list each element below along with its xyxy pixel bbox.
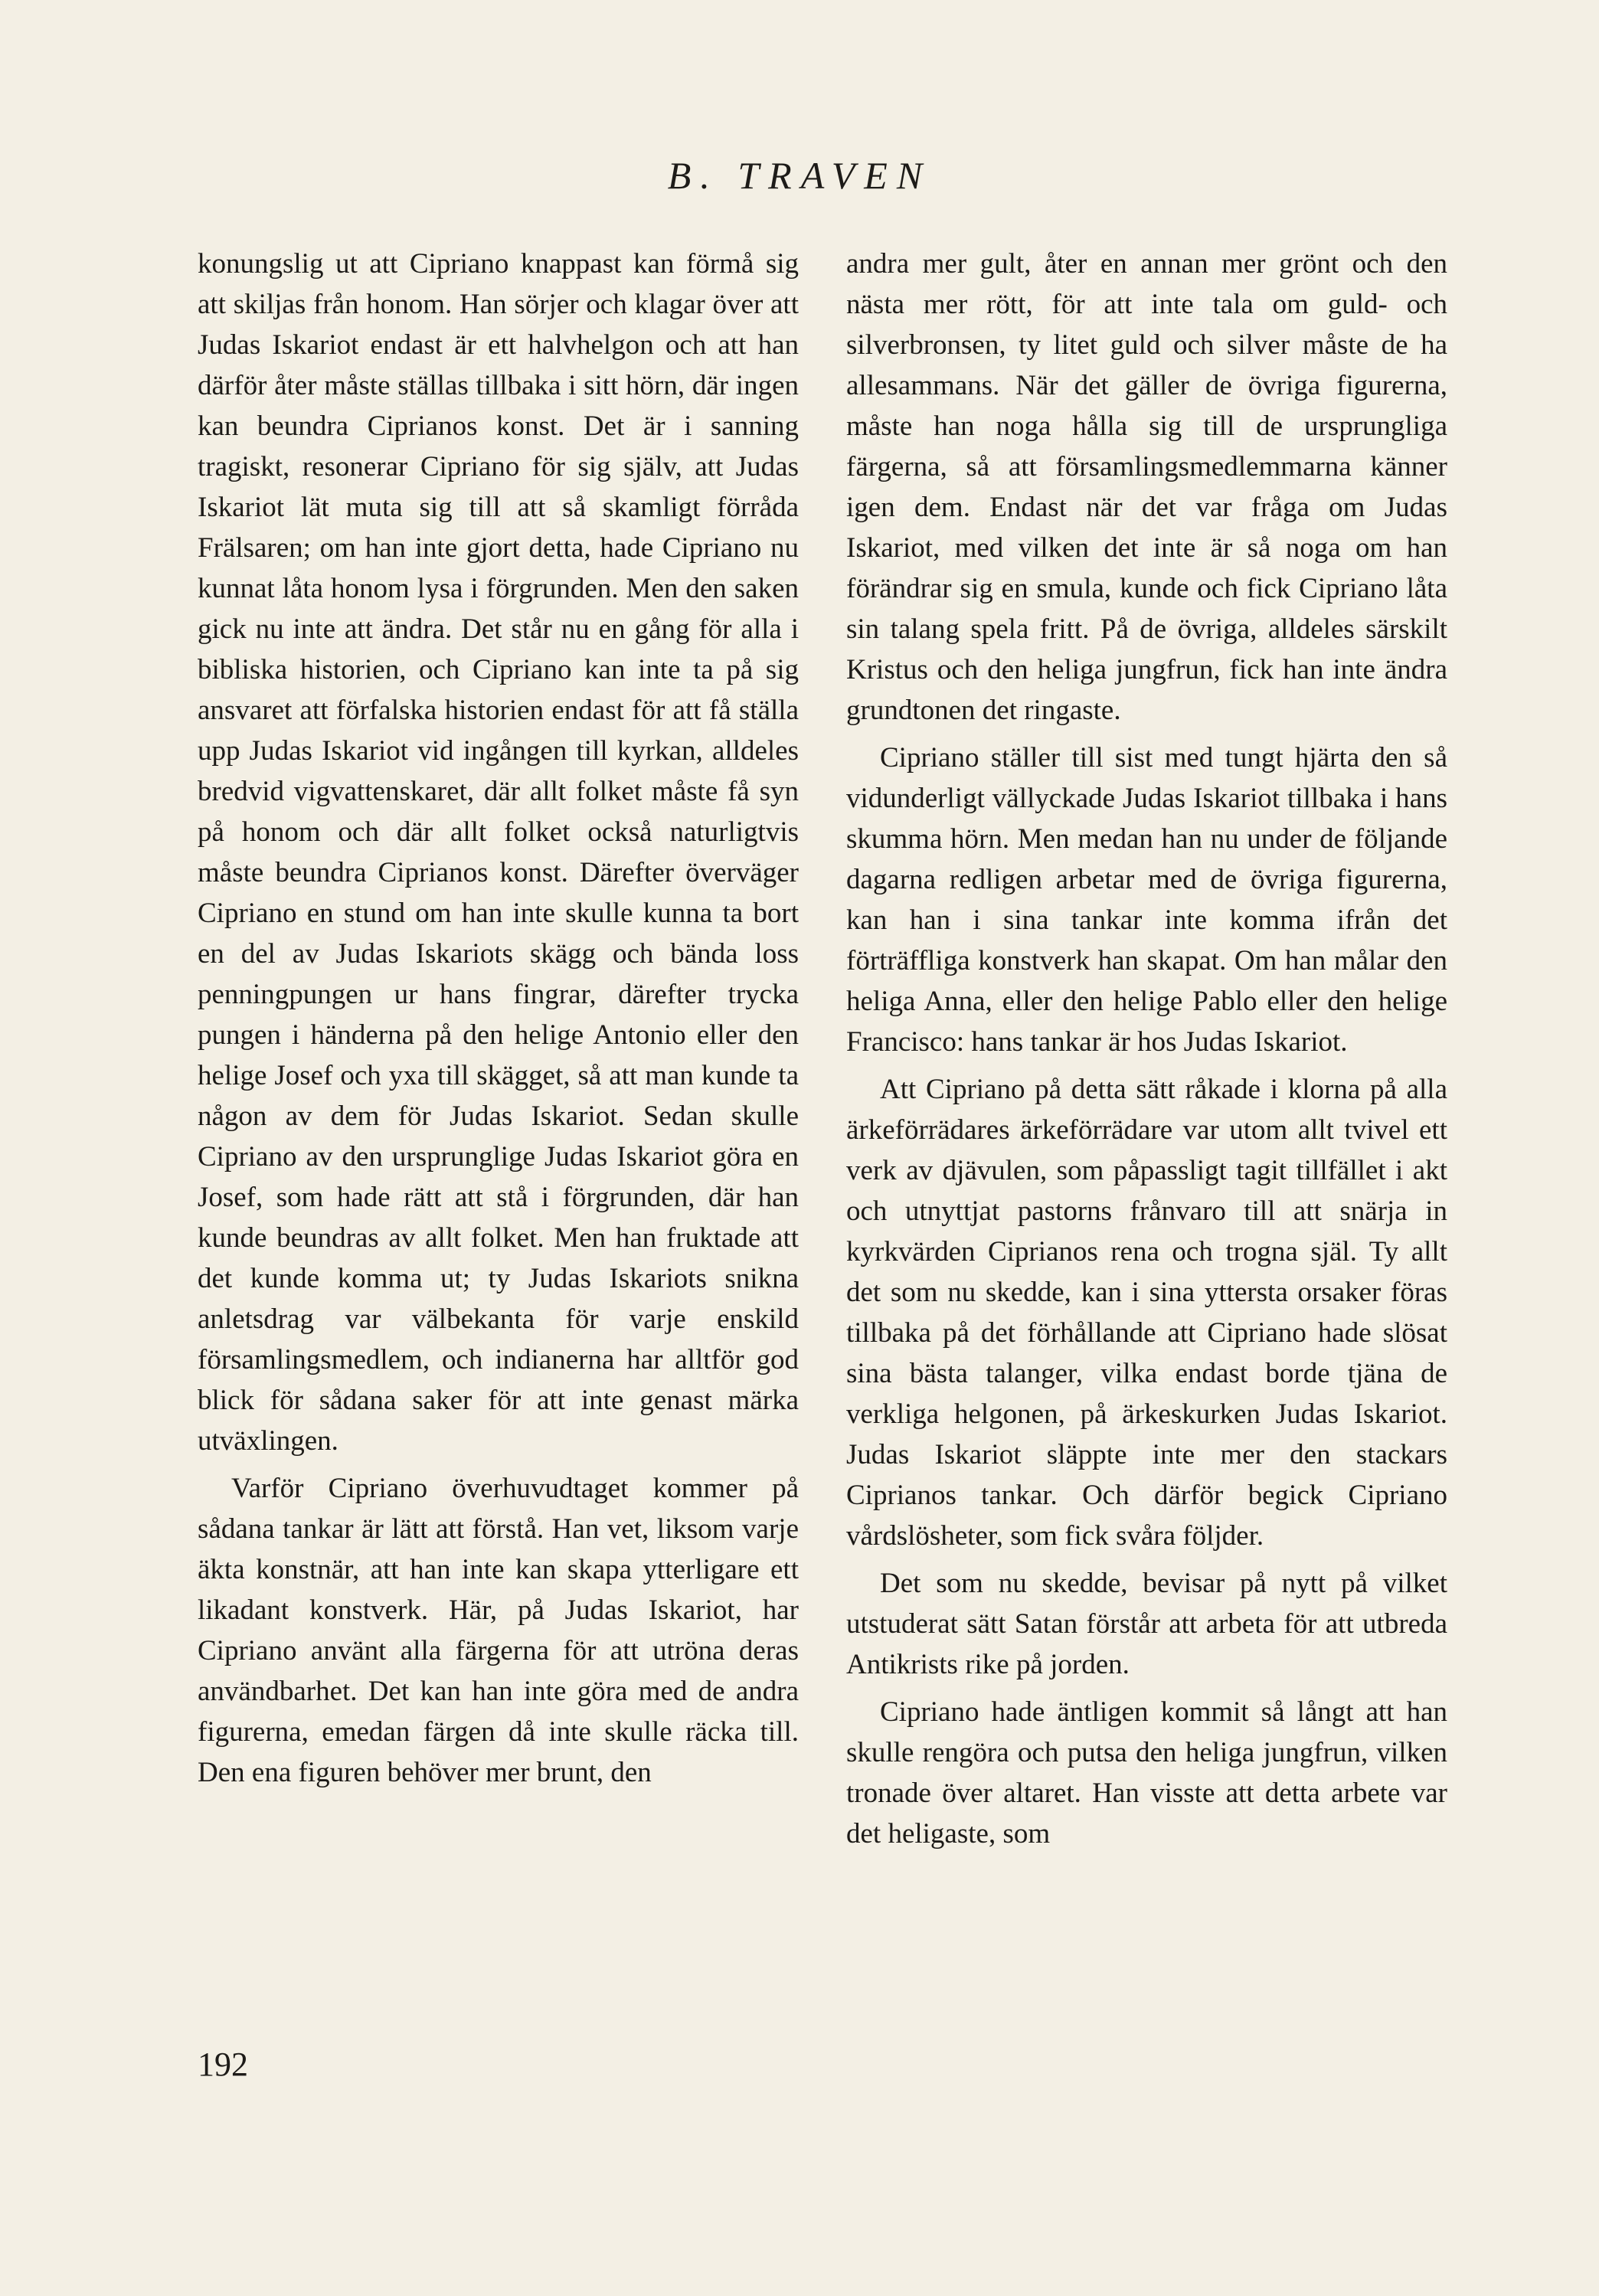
paragraph: andra mer gult, åter en annan mer grönt och den nästa mer rött, för att inte tala om guld- och silverbronsen, ty litet guld och silver måste de ha allesammans. När det gäller de övriga figurerna, måste han noga hålla sig till de ursprungliga färgerna, så att församlingsmedlemmarna känner igen dem. Endast när det var fråga om Judas Iskariot, med vilken det inte är så noga om han förändrar sig en smula, kunde och fick Cipriano låta sin talang spela fritt. På de övriga, alldeles särskilt Kristus och den heliga jungfrun, fick han inte ändra grundtonen det ringaste.: [846, 248, 1447, 726]
paragraph: Cipriano hade äntligen kommit så långt att han skulle rengöra och putsa den heliga jungfrun, vilken tronade över altaret. Han visste att detta arbete var det heligaste, som: [846, 1696, 1447, 1850]
page-number: 192: [198, 2046, 248, 2083]
paragraph: Att Cipriano på detta sätt råkade i klorna på alla ärkeförrädares ärkeförrädare var utom allt tvivel ett verk av djävulen, som påpassligt tagit tillfället i akt och utnyttjat pastorns frånvaro till att snärja in kyrkvärden Ciprianos rena och trogna själ. Ty allt det som nu skedde, kan i sina yttersta orsaker föras tillbaka på det förhållande att Cipriano hade slösat sina bästa talanger, vilka endast borde tjäna de verkliga helgonen, på ärkeskurken Judas Iskariot. Judas Iskariot släppte inte mer den stackars Ciprianos tankar. Och därför begick Cipriano vårdslösheter, som fick svåra följder.: [846, 1074, 1447, 1552]
paragraph: Cipriano ställer till sist med tungt hjärta den så vidunderligt vällyckade Judas Iskariot tillbaka i hans skumma hörn. Men medan han nu under de följande dagarna redligen arbetar med de övriga figurerna, kan han i sina tankar inte komma ifrån det förträffliga konstverk han skapat. Om han målar den heliga Anna, eller den helige Pablo eller den helige Francisco: hans tankar är hos Judas Iskariot.: [846, 742, 1447, 1058]
running-head: B. TRAVEN: [667, 154, 932, 197]
right-column: [846, 244, 1447, 1861]
paragraph: konungslig ut att Cipriano knappast kan förmå sig att skiljas från honom. Han sörjer och klagar över att Judas Iskariot endast är ett halvhelgon och att han därför åter måste ställas tillbaka i sitt hörn, där ingen kan beundra Ciprianos konst. Det är i sanning tragiskt, resonerar Cipriano för sig själv, att Judas Iskariot lät muta sig till att så skamligt förråda Frälsaren; om han inte gjort detta, hade Cipriano nu kunnat låta honom lysa i förgrunden. Men den saken gick nu inte att ändra. Det står nu en gång för alla i bibliska historien, och Cipriano kan inte ta på sig ansvaret att förfalska historien endast för att få ställa upp Judas Iskariot vid ingången till kyrkan, alldeles bredvid vigvattenskaret, där allt folket måste få syn på honom och där allt folket också naturligtvis måste beundra Ciprianos konst. Därefter överväger Cipriano en stund om han inte skulle kunna ta bort en del av Judas Iskariots skägg och bända loss penningpungen ur hans fingrar, därefter trycka pungen i händerna på den helige Antonio eller den helige Josef och yxa till skägget, så att man kunde ta någon av dem för Judas Iskariot. Sedan skulle Cipriano av den ursprunglige Judas Iskariot göra en Josef, som hade rätt att stå i förgrunden, där han kunde beundras av allt folket. Men han fruktade att det kunde komma ut; ty Judas Iskariots snikna anletsdrag var välbekanta för varje enskild församlingsmedlem, och indianerna har alltför god blick för sådana saker för att inte genast märka utväxlingen.: [198, 248, 799, 1457]
left-column: [198, 244, 799, 1800]
paragraph: Varför Cipriano överhuvudtaget kommer på sådana tankar är lätt att förstå. Han vet, liksom varje äkta konstnär, att han inte kan skapa ytterligare ett likadant konstverk. Här, på Judas Iskariot, har Cipriano använt alla färgerna för att utröna deras användbarhet. Det kan han inte göra med de andra figurerna, emedan färgen då inte skulle räcka till. Den ena figuren behöver mer brunt, den: [198, 1473, 799, 1788]
paragraph: Det som nu skedde, bevisar på nytt på vilket utstuderat sätt Satan förstår att arbeta för att utbreda Antikrists rike på jorden.: [846, 1568, 1447, 1680]
